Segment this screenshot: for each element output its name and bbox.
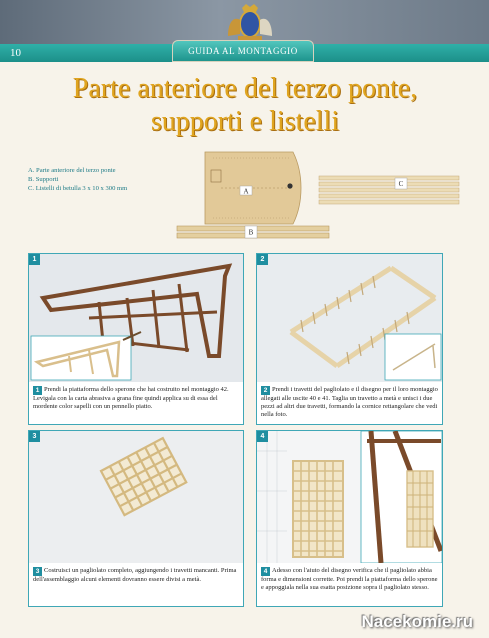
step-3-panel	[28, 430, 244, 607]
page-title	[30, 72, 460, 138]
parts-illustration	[173, 148, 463, 244]
step-3-badge: 3	[29, 431, 40, 442]
page-number: 10	[10, 47, 21, 59]
step-2-caption-number: 2	[261, 386, 270, 395]
part-b-supports	[177, 226, 329, 238]
step-1-photo	[29, 254, 243, 382]
step-4-panel	[256, 430, 443, 607]
royal-crest-icon	[222, 2, 278, 42]
title-line-1: Parte anteriore del terzo ponte,	[72, 73, 418, 104]
legend-item-b: B. Supporti	[28, 176, 59, 183]
part-label-a: A	[243, 187, 249, 196]
step-4-caption-number: 4	[261, 567, 270, 576]
step-2-panel	[256, 253, 443, 425]
step-1-text: Prendi la piattaforma dello sperone che hai costruito nel montaggio 42. Levigala con la carta abrasiva a grana fine quindi applica su di essa del mordente color sapelli con un pennello piatto.	[33, 386, 229, 410]
part-c-strips	[319, 176, 459, 204]
step-3-text: Costruisci un pagliolato completo, aggiungendo i travetti mancanti. Prima dell'assemblaggio alcuni elementi dovranno essere divisi a metà.	[33, 567, 237, 583]
parts-legend	[28, 166, 127, 193]
step-2-text: Prendi i travetti del pagliolato e il disegno per il loro montaggio allegati alle uscite 40 e 41. Taglia un travetto a metà e unisci i due pezzi ad altri due travetti, formando la cornice rettangolare che vedi nella foto.	[261, 386, 438, 418]
step-2-caption	[261, 386, 439, 419]
part-label-c: C	[398, 180, 404, 188]
step-2-badge: 2	[257, 254, 268, 265]
step-3-photo	[29, 431, 243, 563]
title-line-2: supporti e listelli	[150, 106, 340, 137]
step-3-caption	[33, 567, 240, 584]
step-3-caption-number: 3	[33, 567, 42, 576]
legend-item-a: A. Parte anteriore del terzo ponte	[28, 167, 116, 174]
step-4-badge: 4	[257, 431, 268, 442]
step-1-panel	[28, 253, 244, 425]
step-4-photo	[257, 431, 442, 563]
watermark: Nacekomie.ru	[361, 612, 473, 631]
legend-item-c: C. Listelli di betulla 3 x 10 x 300 mm	[28, 185, 128, 192]
section-tab: GUIDA AL MONTAGGIO	[172, 40, 314, 62]
part-a-deck-panel	[205, 152, 301, 224]
step-1-caption-number: 1	[33, 386, 42, 395]
step-4-text: Adesso con l'aiuto del disegno verifica che il pagliolato abbia forma e dimensioni corrette. Poi prendi la piattaforma dello sperone e appoggiala nella sua esatta posizione sopra il pagliolato stesso.	[261, 567, 438, 591]
part-label-b: B	[248, 228, 254, 237]
step-1-caption	[33, 386, 240, 411]
step-2-photo	[257, 254, 442, 382]
step-1-badge: 1	[29, 254, 40, 265]
step-4-caption	[261, 567, 439, 592]
